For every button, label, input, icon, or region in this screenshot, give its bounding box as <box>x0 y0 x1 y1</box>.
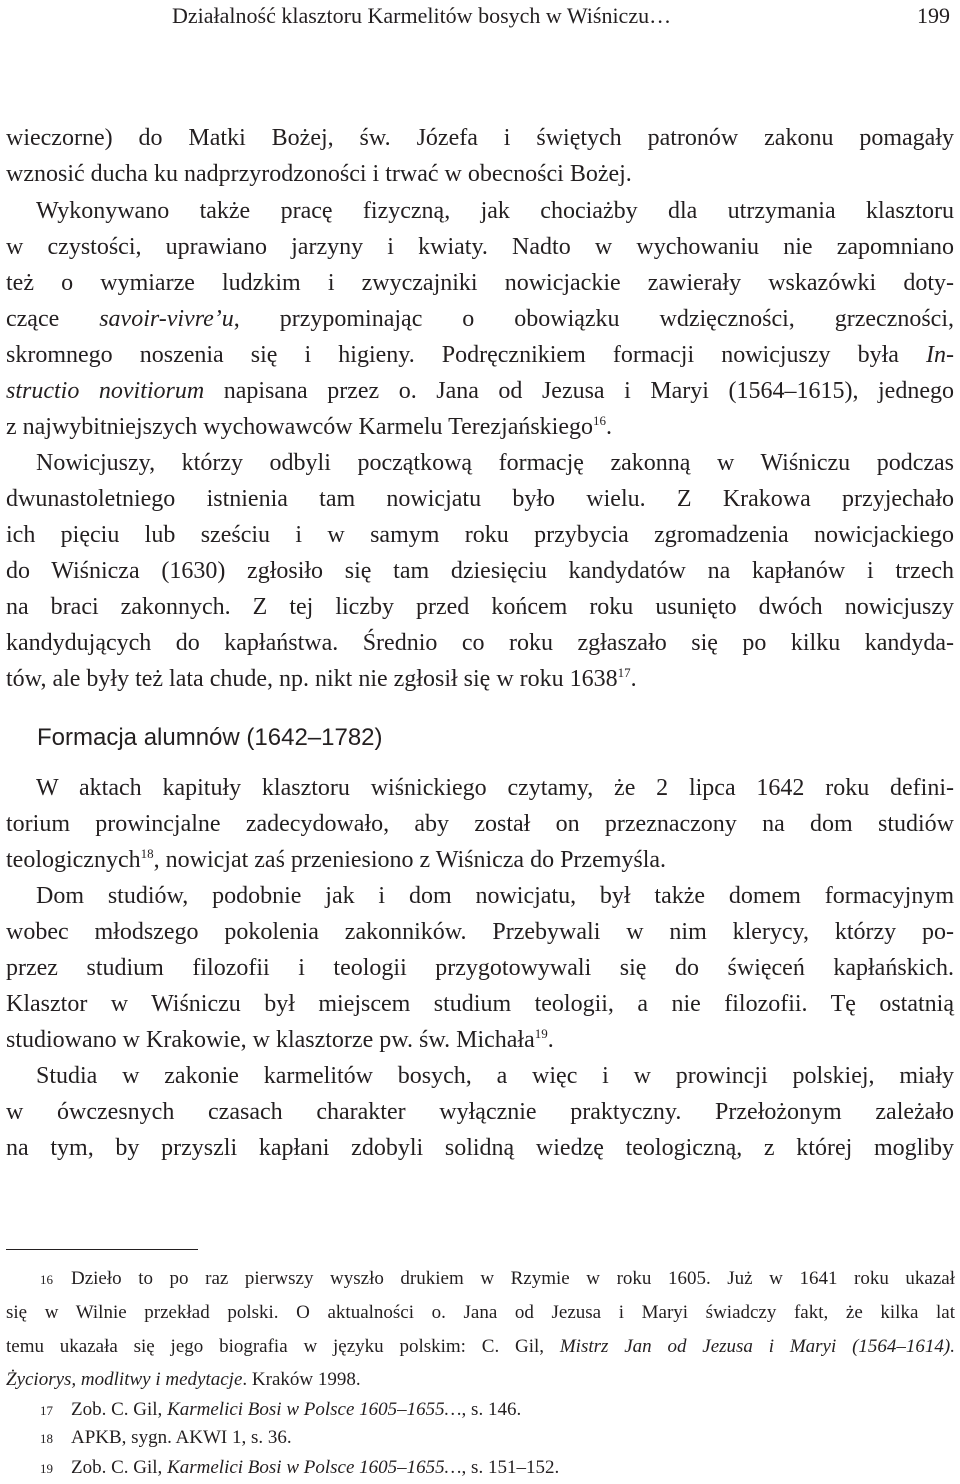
italic-title: savoir-vivre’u <box>99 306 234 332</box>
italic-title: Karmelici Bosi w Polsce 1605–1655… <box>167 1457 462 1478</box>
footnote-16-line: się w Wilnie przekład polski. O aktualności o. Jana od Jezusa i Maryi świadczy fakt, że kilka lat <box>6 1302 955 1323</box>
footnote-separator <box>6 1249 198 1250</box>
footnote-number: 16 <box>40 1272 53 1287</box>
text-line: na tym, by przyszli kapłani zdobyli solidną wiedzę teologiczną, z której mogliby <box>6 1135 954 1161</box>
running-title: Działalność klasztoru Karmelitów bosych w Wiśniczu… <box>172 3 672 28</box>
text-line: torium prowincjalne zadecydowało, aby został on przeznaczony na dom studiów <box>6 811 954 837</box>
text-line: ich pięciu lub sześciu i w samym roku przybycia zgromadzenia nowicjackiego <box>6 522 954 548</box>
footnote-number: 17 <box>40 1403 53 1418</box>
footnote-16-line: Życiorys, modlitwy i medytacje. Kraków 1998. <box>6 1369 361 1390</box>
footnote-ref-17[interactable]: 17 <box>617 665 631 680</box>
text-line: też o wymiarze ludzkim i zwyczajniki nowicjackie zawierały wskazówki doty- <box>6 270 954 296</box>
text-line: teologicznych$^{18}$, nowicjat zaś przeniesiono z Wiśnicza do Przemyśla. <box>6 846 667 873</box>
footnote-ref-18[interactable]: 18 <box>140 846 154 861</box>
footnote-16-line: Dzieło to po raz pierwszy wyszło drukiem w Rzymie w roku 1605. Już w 1641 roku ukazał <box>71 1268 955 1289</box>
footnote-18: APKB, sygn. AKWI 1, s. 36. <box>71 1427 292 1448</box>
text-line: w ówczesnych czasach charakter wyłącznie praktyczny. Przełożonym zależało <box>6 1099 954 1125</box>
text-line: wznosić ducha ku nadprzyrodzoności i trwać w obecności Bożej. <box>6 161 632 187</box>
text-line: przez studium filozofii i teologii przygotowywali się do święceń kapłańskich. <box>6 955 954 981</box>
text-line: czące savoir-vivre’u, przypominając o obowiązku wdzięczności, grzeczności, <box>6 306 954 332</box>
italic-title: Życiorys, modlitwy i medytacje <box>6 1369 243 1390</box>
text-line: tów, ale były też lata chude, np. nikt nie zgłosił się w roku 1638$^{17}$. <box>6 665 637 692</box>
footnote-ref-19[interactable]: 19 <box>534 1026 548 1041</box>
text-line: W aktach kapituły klasztoru wiśnickiego czytamy, że 2 lipca 1642 roku defini- <box>36 775 954 801</box>
text-line: Studia w zakonie karmelitów bosych, a więc i w prowincji polskiej, miały <box>36 1063 954 1089</box>
italic-title: Karmelici Bosi w Polsce 1605–1655… <box>167 1399 462 1420</box>
text-line: Nowicjuszy, którzy odbyli początkową formację zakonną w Wiśniczu podczas <box>36 450 954 476</box>
italic-title: In- <box>926 342 954 368</box>
section-heading: Formacja alumnów (1642–1782) <box>37 724 383 751</box>
footnote-ref-16[interactable]: 16 <box>593 413 607 428</box>
footnote-number: 19 <box>40 1461 53 1476</box>
running-header <box>0 0 960 40</box>
italic-title: structio novitiorum <box>6 378 205 404</box>
footnote-17: Zob. C. Gil, Karmelici Bosi w Polsce 1605–1655…, s. 146. <box>71 1399 522 1420</box>
text-line: kandydujących do kapłaństwa. Średnio co roku zgłaszało się po kilku kandyda- <box>6 630 954 656</box>
text-line: skromnego noszenia się i higieny. Podręcznikiem formacji nowicjuszy była In- <box>6 342 954 368</box>
text-line: structio novitiorum napisana przez o. Jana od Jezusa i Maryi (1564–1615), jednego <box>6 378 954 404</box>
text-line: z najwybitniejszych wychowawców Karmelu Terezjańskiego$^{16}$. <box>6 413 613 440</box>
footnote-number: 18 <box>40 1431 53 1446</box>
text-line: dwunastoletniego istnienia tam nowicjatu było wielu. Z Krakowa przyjechało <box>6 486 954 512</box>
footnote-19: Zob. C. Gil, Karmelici Bosi w Polsce 1605–1655…, s. 151–152. <box>71 1457 560 1478</box>
italic-title: Mistrz Jan od Jezusa i Maryi (1564–1614). <box>559 1336 955 1357</box>
text-line: na braci zakonnych. Z tej liczby przed końcem roku usunięto dwóch nowicjuszy <box>6 594 954 620</box>
text-line: do Wiśnicza (1630) zgłosiło się tam dziesięciu kandydatów na kapłanów i trzech <box>6 558 954 584</box>
text-line: wobec młodszego pokolenia zakonników. Przebywali w nim klerycy, którzy po- <box>6 919 954 945</box>
text-line: w czystości, uprawiano jarzyny i kwiaty. Nadto w wychowaniu nie zapomniano <box>6 234 954 260</box>
text-line: wieczorne) do Matki Bożej, św. Józefa i świętych patronów zakonu pomagały <box>6 125 954 151</box>
footnote-16-line: temu ukazała się jego biografia w języku polskim: C. Gil, Mistrz Jan od Jezusa i Maryi (1564–1614). <box>6 1336 955 1357</box>
page-number: 199 <box>917 3 950 28</box>
text-line: Wykonywano także pracę fizyczną, jak chociażby dla utrzymania klasztoru <box>36 198 954 224</box>
text-line: Klasztor w Wiśniczu był miejscem studium teologii, a nie filozofii. Tę ostatnią <box>6 991 954 1017</box>
text-line: Dom studiów, podobnie jak i dom nowicjatu, był także domem formacyjnym <box>36 883 954 909</box>
text-line: studiowano w Krakowie, w klasztorze pw. św. Michała$^{19}$. <box>6 1026 554 1053</box>
